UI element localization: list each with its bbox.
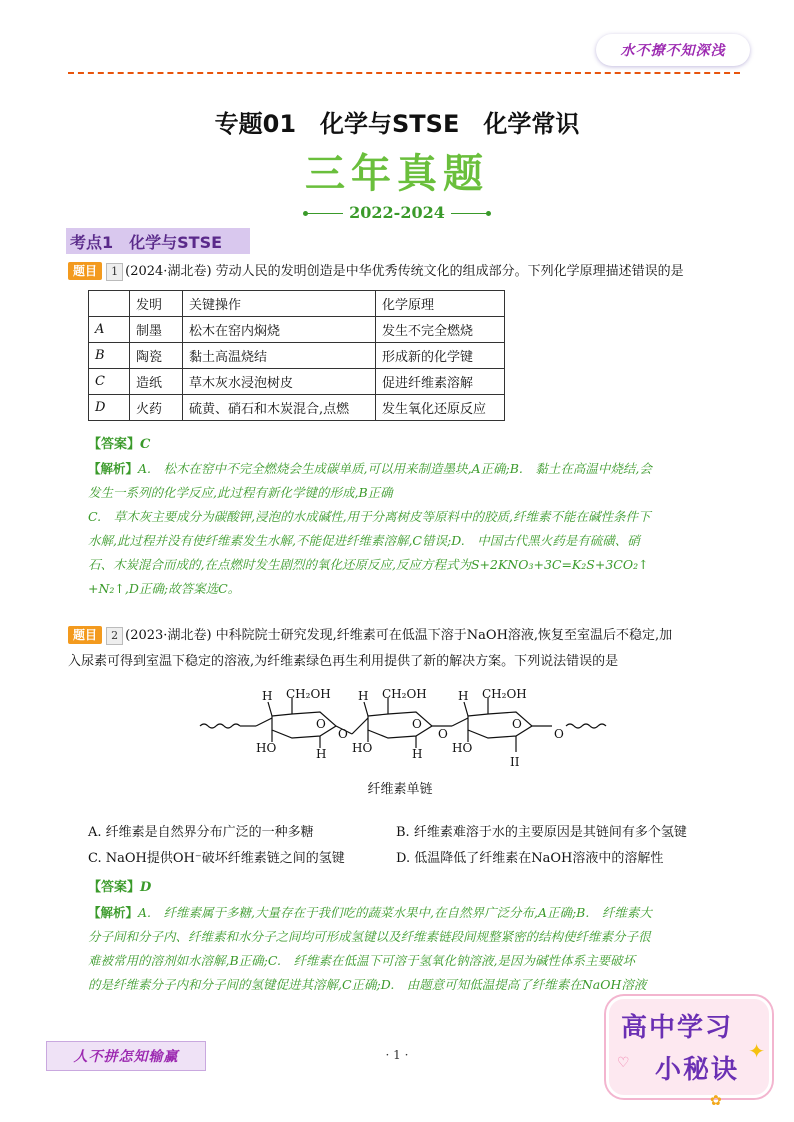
table-row <box>89 369 505 395</box>
svg-text:H: H <box>412 747 423 761</box>
q2-option-b: B. 纤维素难溶于水的主要原因是其链间有多个氢键 <box>396 825 687 840</box>
table-cell: D <box>89 395 130 421</box>
svg-text:H: H <box>262 689 273 703</box>
q1-stem <box>68 261 738 283</box>
q2-exp-line: 分子间和分子内、纤维素和水分子之间均可形成氢键以及纤维素链段间规整紧密的结构使纤维素分子很 <box>88 929 651 944</box>
table-header-row <box>89 291 505 317</box>
svg-text:O: O <box>438 727 448 741</box>
page-number: · 1 · <box>385 1048 409 1062</box>
table-cell: B <box>89 343 130 369</box>
svg-text:O: O <box>554 727 564 741</box>
q2-option-a: A. 纤维素是自然界分布广泛的一种多糖 <box>88 825 314 840</box>
table-cell: C <box>89 369 130 395</box>
q2-stem-line: 题目 2 (2023·湖北卷) 中科院院士研究发现,纤维素可在低温下溶于NaOH溶液,恢复至室温后不稳定,加 <box>68 623 738 649</box>
q1-exp-tag: 【解析】 <box>88 461 139 476</box>
q2-exp-line: 难被常用的溶剂如水溶解,B正确;C. 纤维素在低温下可溶于氢氧化钠溶液,是因为碱性体系主要破坏 <box>88 953 635 968</box>
q2-answer <box>88 876 151 900</box>
svg-text:HO: HO <box>452 741 473 755</box>
cellulose-structure-figure <box>196 686 616 770</box>
svg-text:II: II <box>510 755 520 769</box>
table-cell: A <box>89 317 130 343</box>
q1-answer-value: C <box>140 437 151 452</box>
heart-icon: ♡ <box>617 1055 630 1071</box>
q1-exp-line: 【解析】A. 松木在窑中不完全燃烧会生成碳单质,可以用来制造墨块,A正确;B. 黏土在高温中烧结,会 <box>88 461 652 476</box>
flower-icon: ✿ <box>710 1093 722 1109</box>
q1-stem-text: (2024·湖北卷) 劳动人民的发明创造是中华优秀传统文化的组成部分。下列化学原理描述错误的是 <box>125 264 684 279</box>
q2-number: 2 <box>106 627 123 645</box>
svg-text:O: O <box>412 717 422 731</box>
table-cell: 发生氧化还原反应 <box>376 395 505 421</box>
svg-text:CH₂OH: CH₂OH <box>482 687 527 701</box>
table-cell: 陶瓷 <box>130 343 183 369</box>
years-text: 2022-2024 <box>349 203 445 222</box>
svg-text:HO: HO <box>352 741 373 755</box>
q2-option-c: C. NaOH提供OH⁻破坏纤维素链之间的氢键 <box>88 851 345 866</box>
page-title: 专题01 化学与STSE 化学常识 <box>214 110 580 138</box>
table-cell: 松木在窑内焖烧 <box>183 317 376 343</box>
table-cell: 硫黄、硝石和木炭混合,点燃 <box>183 395 376 421</box>
figure-caption: 纤维素单链 <box>367 782 433 797</box>
table-header-cell: 关键操作 <box>183 291 376 317</box>
sparkle-icon: ✦ <box>748 1039 765 1063</box>
section-tag: 考点1 化学与STSE <box>66 228 250 254</box>
table-cell: 形成新的化学键 <box>376 343 505 369</box>
svg-text:O: O <box>338 727 348 741</box>
q1-label: 题目 <box>68 262 102 280</box>
q2-answer-tag: 【答案】 <box>88 880 141 895</box>
table-header-cell: 化学原理 <box>376 291 505 317</box>
q2-stem <box>68 623 738 675</box>
q1-answer <box>88 433 150 457</box>
q1-explanation <box>88 457 728 601</box>
svg-text:H: H <box>358 689 369 703</box>
q1-table <box>88 290 505 421</box>
footer-motto: 人不拼怎知输赢 <box>46 1041 206 1071</box>
svg-text:O: O <box>316 717 326 731</box>
q1-exp-line: 发生一系列的化学反应,此过程有新化学键的形成,B正确 <box>88 485 393 500</box>
q1-exp-line: 水解,此过程并没有使纤维素发生水解,不能促进纤维素溶解,C错误;D. 中国古代黑火药是有硫磺、硝 <box>88 533 640 548</box>
table-header-cell: 发明 <box>130 291 183 317</box>
table-row <box>89 317 505 343</box>
table-cell: 制墨 <box>130 317 183 343</box>
svg-text:CH₂OH: CH₂OH <box>286 687 331 701</box>
svg-text:O: O <box>512 717 522 731</box>
years-right-rule <box>451 213 489 214</box>
q2-exp-line: 【解析】A. 纤维素属于多糖,大量存在于我们吃的蔬菜水果中,在自然界广泛分布,A正确;B. 纤维素大 <box>88 905 652 920</box>
svg-text:H: H <box>316 747 327 761</box>
chain-wave-right <box>566 724 606 728</box>
q2-option-d: D. 低温降低了纤维素在NaOH溶液中的溶解性 <box>396 851 664 866</box>
q1-exp-line: 石、木炭混合而成的,在点燃时发生剧烈的氧化还原反应,反应方程式为S+2KNO₃+3C=K₂S+3CO₂↑ <box>88 557 649 572</box>
table-row <box>89 395 505 421</box>
header-divider <box>68 72 740 74</box>
svg-text:HO: HO <box>256 741 277 755</box>
table-row <box>89 343 505 369</box>
q2-label: 题目 <box>68 626 102 644</box>
table-cell: 火药 <box>130 395 183 421</box>
logo-line1: 高中学习 <box>621 1013 734 1043</box>
table-cell: 黏土高温烧结 <box>183 343 376 369</box>
table-cell: 发生不完全燃烧 <box>376 317 505 343</box>
q1-answer-tag: 【答案】 <box>88 437 141 452</box>
q1-exp-line: C. 草木灰主要成分为碳酸钾,浸泡的水成碱性,用于分离树皮等原料中的胶质,纤维素不能在碱性条件下 <box>88 509 651 524</box>
brand-logo <box>606 996 772 1098</box>
q2-exp-line: 的是纤维素分子内和分子间的氢键促进其溶解,C正确;D. 由题意可知低温提高了纤维素在NaOH溶液 <box>88 977 647 992</box>
chain-wave-left <box>200 724 240 728</box>
table-cell: 草木灰水浸泡树皮 <box>183 369 376 395</box>
years-left-rule <box>305 213 343 214</box>
svg-text:CH₂OH: CH₂OH <box>382 687 427 701</box>
header-motto: 水不撩不知深浅 <box>596 34 750 66</box>
svg-text:H: H <box>458 689 469 703</box>
table-header-cell <box>89 291 130 317</box>
table-cell: 促进纤维素溶解 <box>376 369 505 395</box>
q1-number: 1 <box>106 263 123 281</box>
big-title: 三年真题 <box>305 151 489 197</box>
table-cell: 造纸 <box>130 369 183 395</box>
q1-exp-line: +N₂↑,D正确;故答案选C。 <box>88 581 241 596</box>
logo-line2: 小秘诀 <box>655 1055 740 1085</box>
q2-explanation <box>88 901 728 997</box>
years-banner <box>0 203 794 222</box>
q2-exp-tag: 【解析】 <box>88 905 139 920</box>
q2-answer-value: D <box>140 880 152 895</box>
q2-stem-line: 入尿素可得到室温下稳定的溶液,为纤维素绿色再生利用提供了新的解决方案。下列说法错误的是 <box>68 654 619 669</box>
